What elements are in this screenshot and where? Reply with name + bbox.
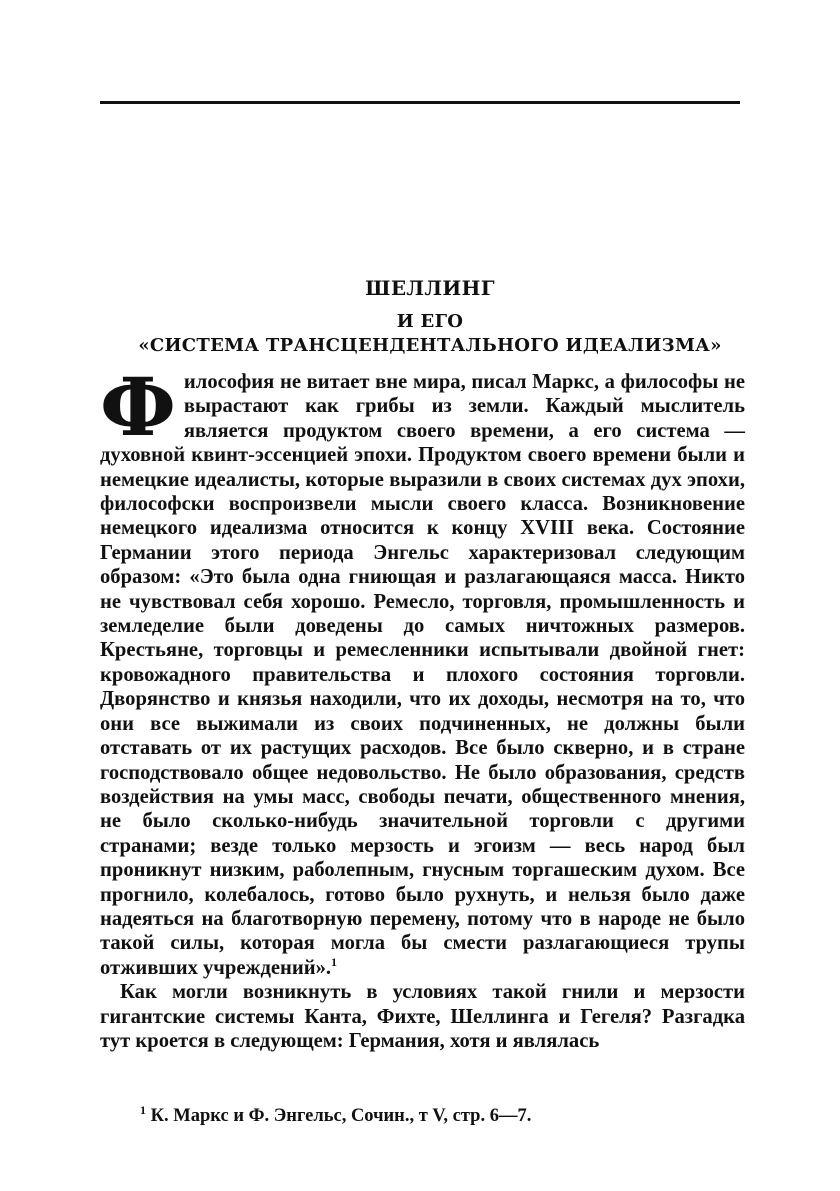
main-text bbox=[100, 360, 745, 1053]
footnote bbox=[140, 1102, 740, 1127]
drop-cap: Ф bbox=[100, 360, 176, 454]
paragraph-1 bbox=[100, 360, 745, 980]
chapter-subtitle: И ЕГО bbox=[396, 311, 464, 332]
footnote-text: К. Маркс и Ф. Энгельс, Сочин., т V, стр. 6—7. bbox=[150, 1106, 532, 1126]
footnote-ref: 1 bbox=[331, 954, 338, 969]
header-rule bbox=[100, 101, 740, 104]
paragraph-1-text: илософия не витает вне мира, писал Маркс, а философы не вырастают как грибы из земли. Каждый мыслитель является продуктом своего времени, а его система — духовной квинт-эссенцией эпохи. Продуктом своего времени были и немецкие идеалисты, которые выразили в своих системах дух эпохи, философски воспроизвели мысли своего класса. Возникновение немецкого идеализма относится к концу XVIII века. Состояние Германии этого периода Энгельс характеризовал следующим образом: «Это была одна гниющая и разлагающаяся масса. Никто не чувствовал себя хорошо. Ремесло, торговля, промышленность и земледелие были доведены до самых ничтожных размеров. Крестьяне, торговцы и ремесленники испытывали двойной гнет: кровожадного правительства и плохого состояния торговли. Дворянство и князья находили, что их доходы, несмотря на то, что они все выжимали из своих подчиненных, не должны были отставать от их растущих расходов. Все было скверно, и в стране господствовало общее недовольство. Не было образования, средств воздействия на умы масс, свободы печати, общественного мнения, не было сколько-нибудь значительной торговли с другими странами; везде только мерзость и эгоизм — весь народ был проникнут низким, раболепным, гнусным торгашеским духом. Все прогнило, колебалось, готово было рухнуть, и нельзя было даже надеяться на благотворную перемену, потому что в народе не было такой силы, которая могла бы смести разлагающиеся трупы отживших учреждений». bbox=[100, 371, 745, 979]
footnote-mark: 1 bbox=[140, 1102, 146, 1117]
chapter-title: ШЕЛЛИНГ bbox=[365, 276, 495, 300]
paragraph-2: Как могли возникнуть в условиях такой гнили и мерзости гигантские системы Канта, Фихте, Шеллинга и Гегеля? Разгадка тут кроется в следующем: Германия, хотя и являлась bbox=[100, 981, 745, 1052]
work-title: «СИСТЕМА ТРАНСЦЕНДЕНТАЛЬНОГО ИДЕАЛИЗМА» bbox=[138, 335, 722, 356]
